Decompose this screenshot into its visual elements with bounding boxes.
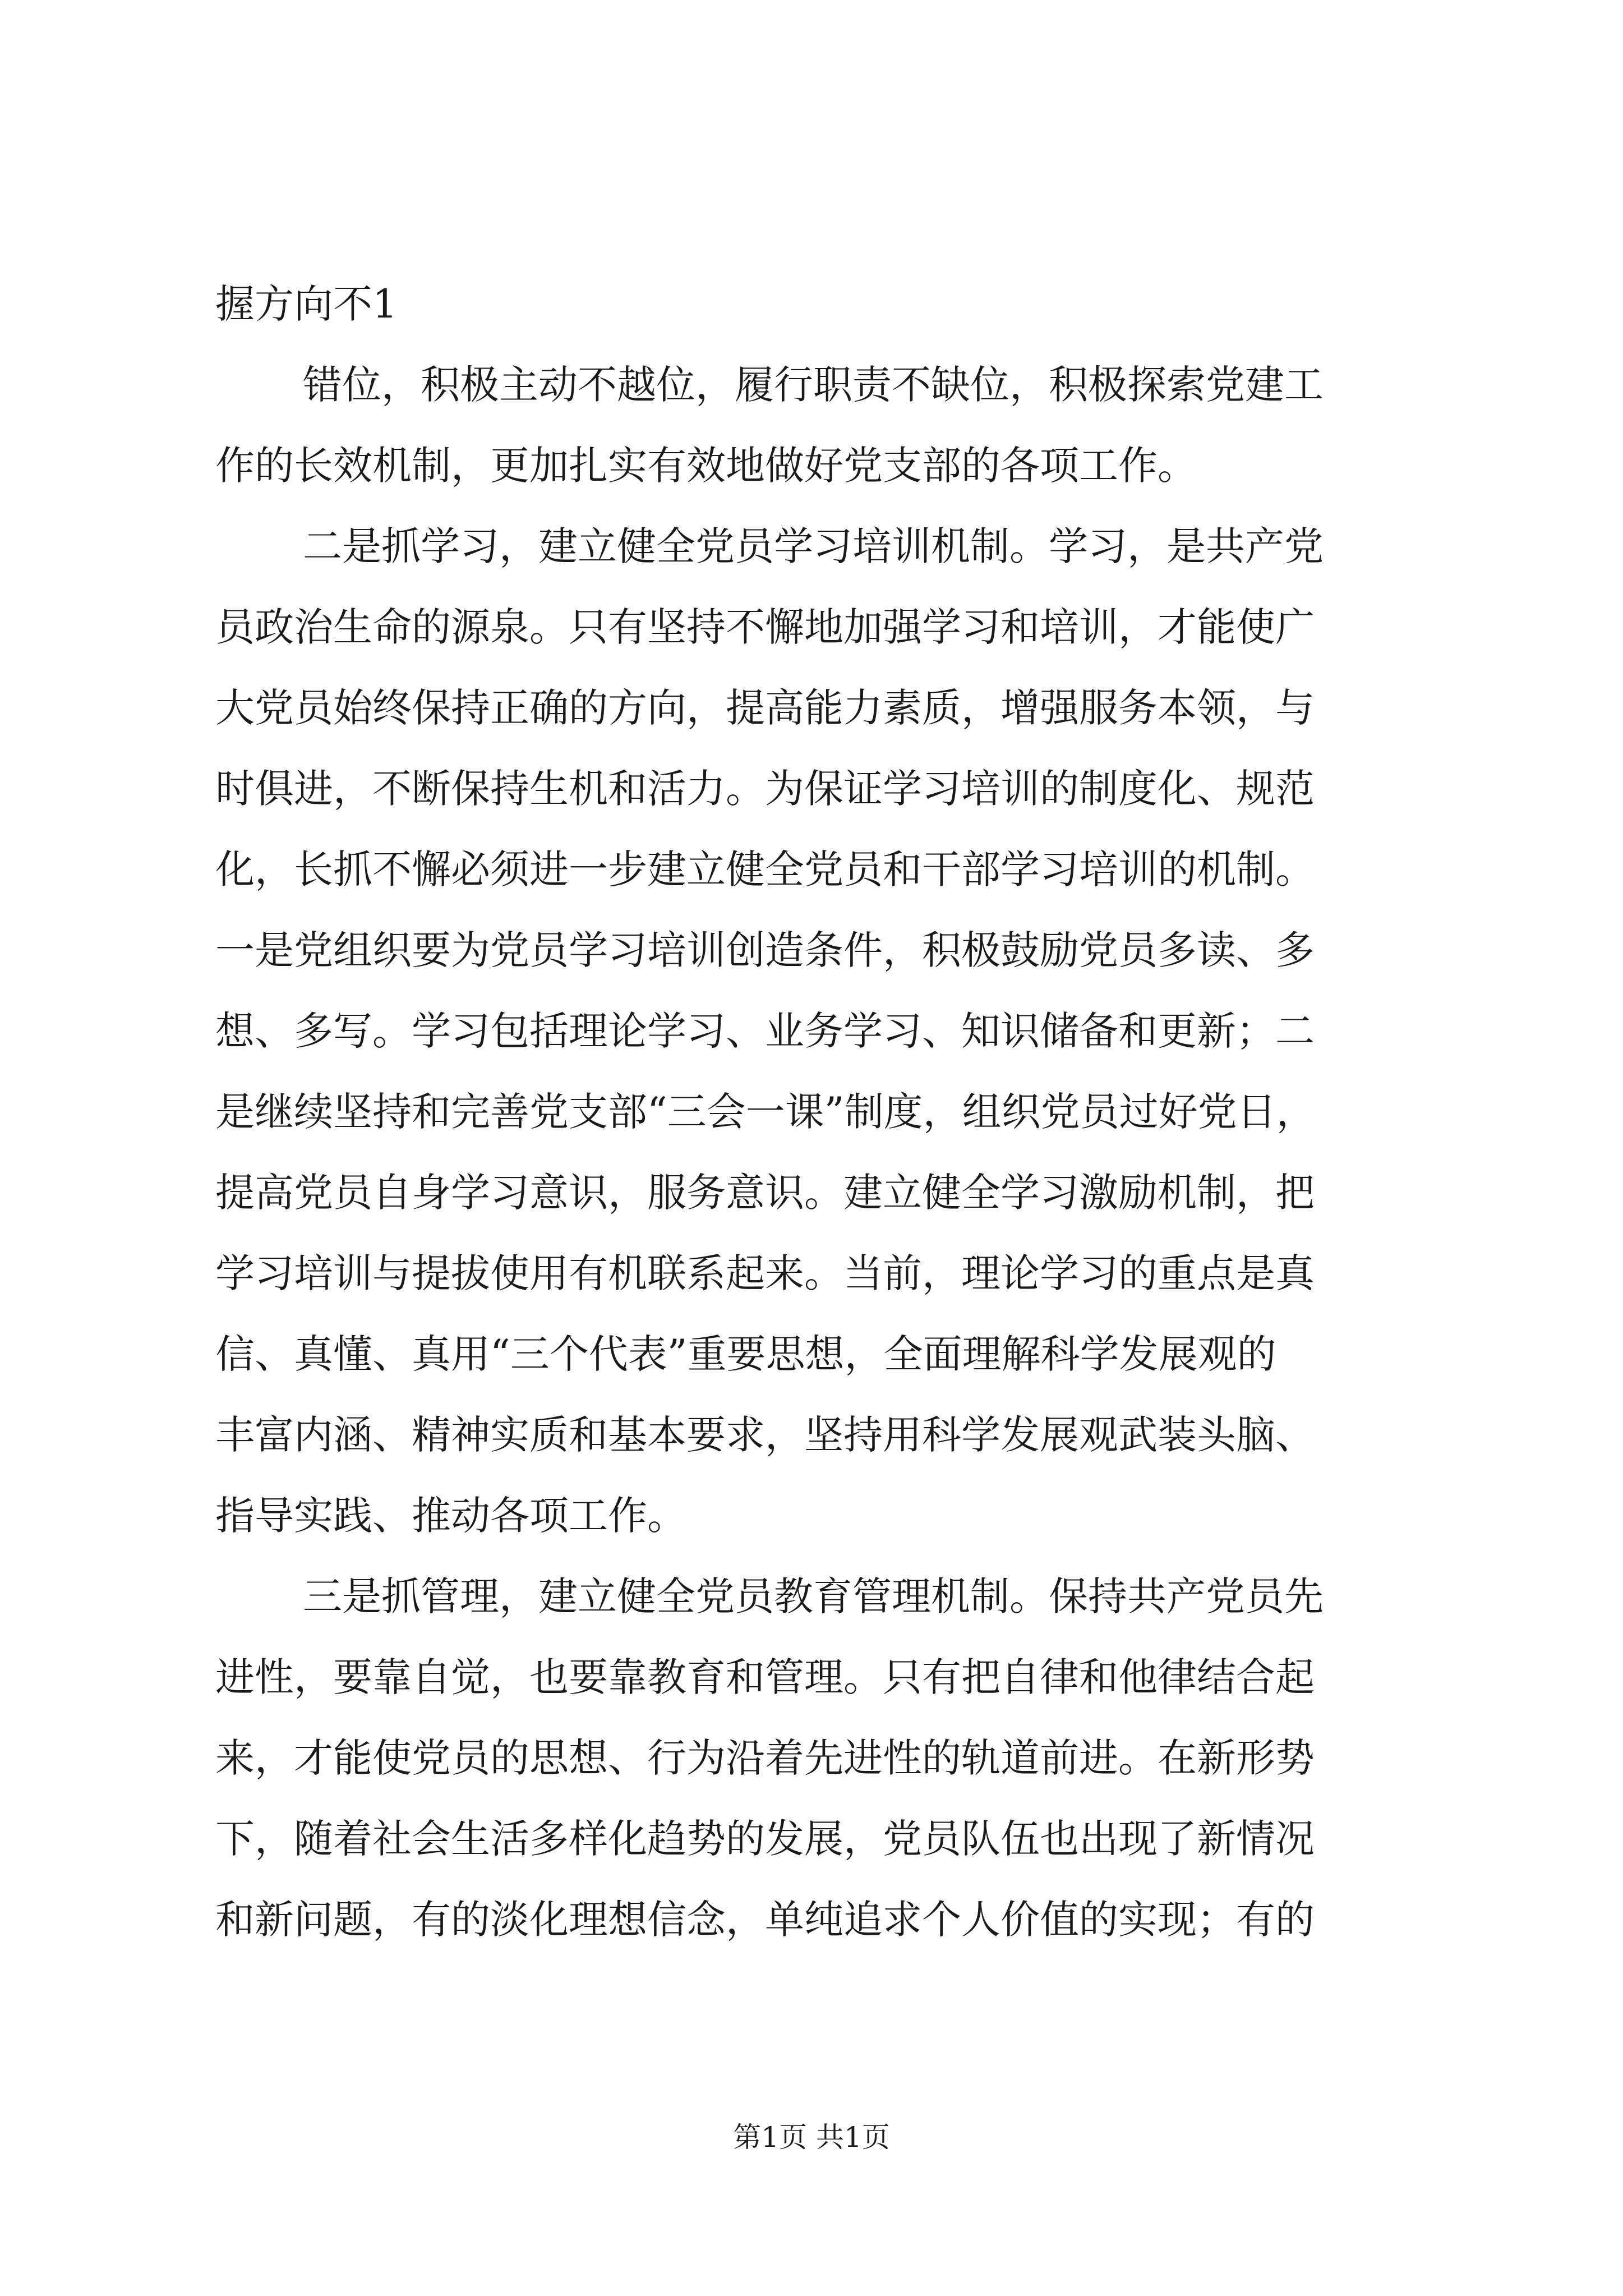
text-line: 想、多写。学习包括理论学习、业务学习、知识储备和更新；二 <box>215 1008 1315 1054</box>
text-line: 进性，要靠自觉，也要靠教育和管理。只有把自律和他律结合起 <box>215 1654 1315 1700</box>
text-line: 大党员始终保持正确的方向，提高能力素质，增强服务本领，与 <box>215 685 1315 731</box>
text-line: 化，长抓不懈必须进一步建立健全党员和干部学习培训的机制。 <box>215 846 1315 892</box>
text-line: 二是抓学习，建立健全党员学习培训机制。学习，是共产党 <box>303 523 1324 569</box>
text-line: 员政治生命的源泉。只有坚持不懈地加强学习和培训，才能使广 <box>215 604 1315 650</box>
text-line: 是继续坚持和完善党支部“三会一课”制度，组织党员过好党日， <box>215 1089 1316 1135</box>
text-line: 提高党员自身学习意识，服务意识。建立健全学习激励机制，把 <box>215 1170 1315 1216</box>
text-line: 作的长效机制，更加扎实有效地做好党支部的各项工作。 <box>215 443 1197 489</box>
text-line: 和新问题，有的淡化理想信念，单纯追求个人价值的实现；有的 <box>215 1897 1315 1943</box>
page-number-label: 第1页 共1页 <box>733 2121 890 2154</box>
text-line: 学习培训与提拔使用有机联系起来。当前，理论学习的重点是真 <box>215 1250 1315 1296</box>
page-footer <box>0 2118 1623 2157</box>
text-line: 丰富内涵、精神实质和基本要求，坚持用科学发展观武装头脑、 <box>215 1412 1315 1458</box>
text-line: 一是党组织要为党员学习培训创造条件，积极鼓励党员多读、多 <box>215 927 1315 973</box>
text-line: 指导实践、推动各项工作。 <box>215 1493 686 1539</box>
text-line: 三是抓管理，建立健全党员教育管理机制。保持共产党员先 <box>303 1573 1324 1619</box>
text-line: 错位，积极主动不越位，履行职责不缺位，积极探索党建工 <box>303 362 1324 408</box>
text-line: 握方向不1 <box>215 281 398 327</box>
document-body <box>215 264 1421 1960</box>
text-line: 来，才能使党员的思想、行为沿着先进性的轨道前进。在新形势 <box>215 1735 1315 1781</box>
text-line: 下，随着社会生活多样化趋势的发展，党员队伍也出现了新情况 <box>215 1816 1315 1862</box>
text-line: 信、真懂、真用“三个代表”重要思想，全面理解科学发展观的 <box>215 1331 1276 1377</box>
text-line: 时俱进，不断保持生机和活力。为保证学习培训的制度化、规范 <box>215 766 1315 812</box>
